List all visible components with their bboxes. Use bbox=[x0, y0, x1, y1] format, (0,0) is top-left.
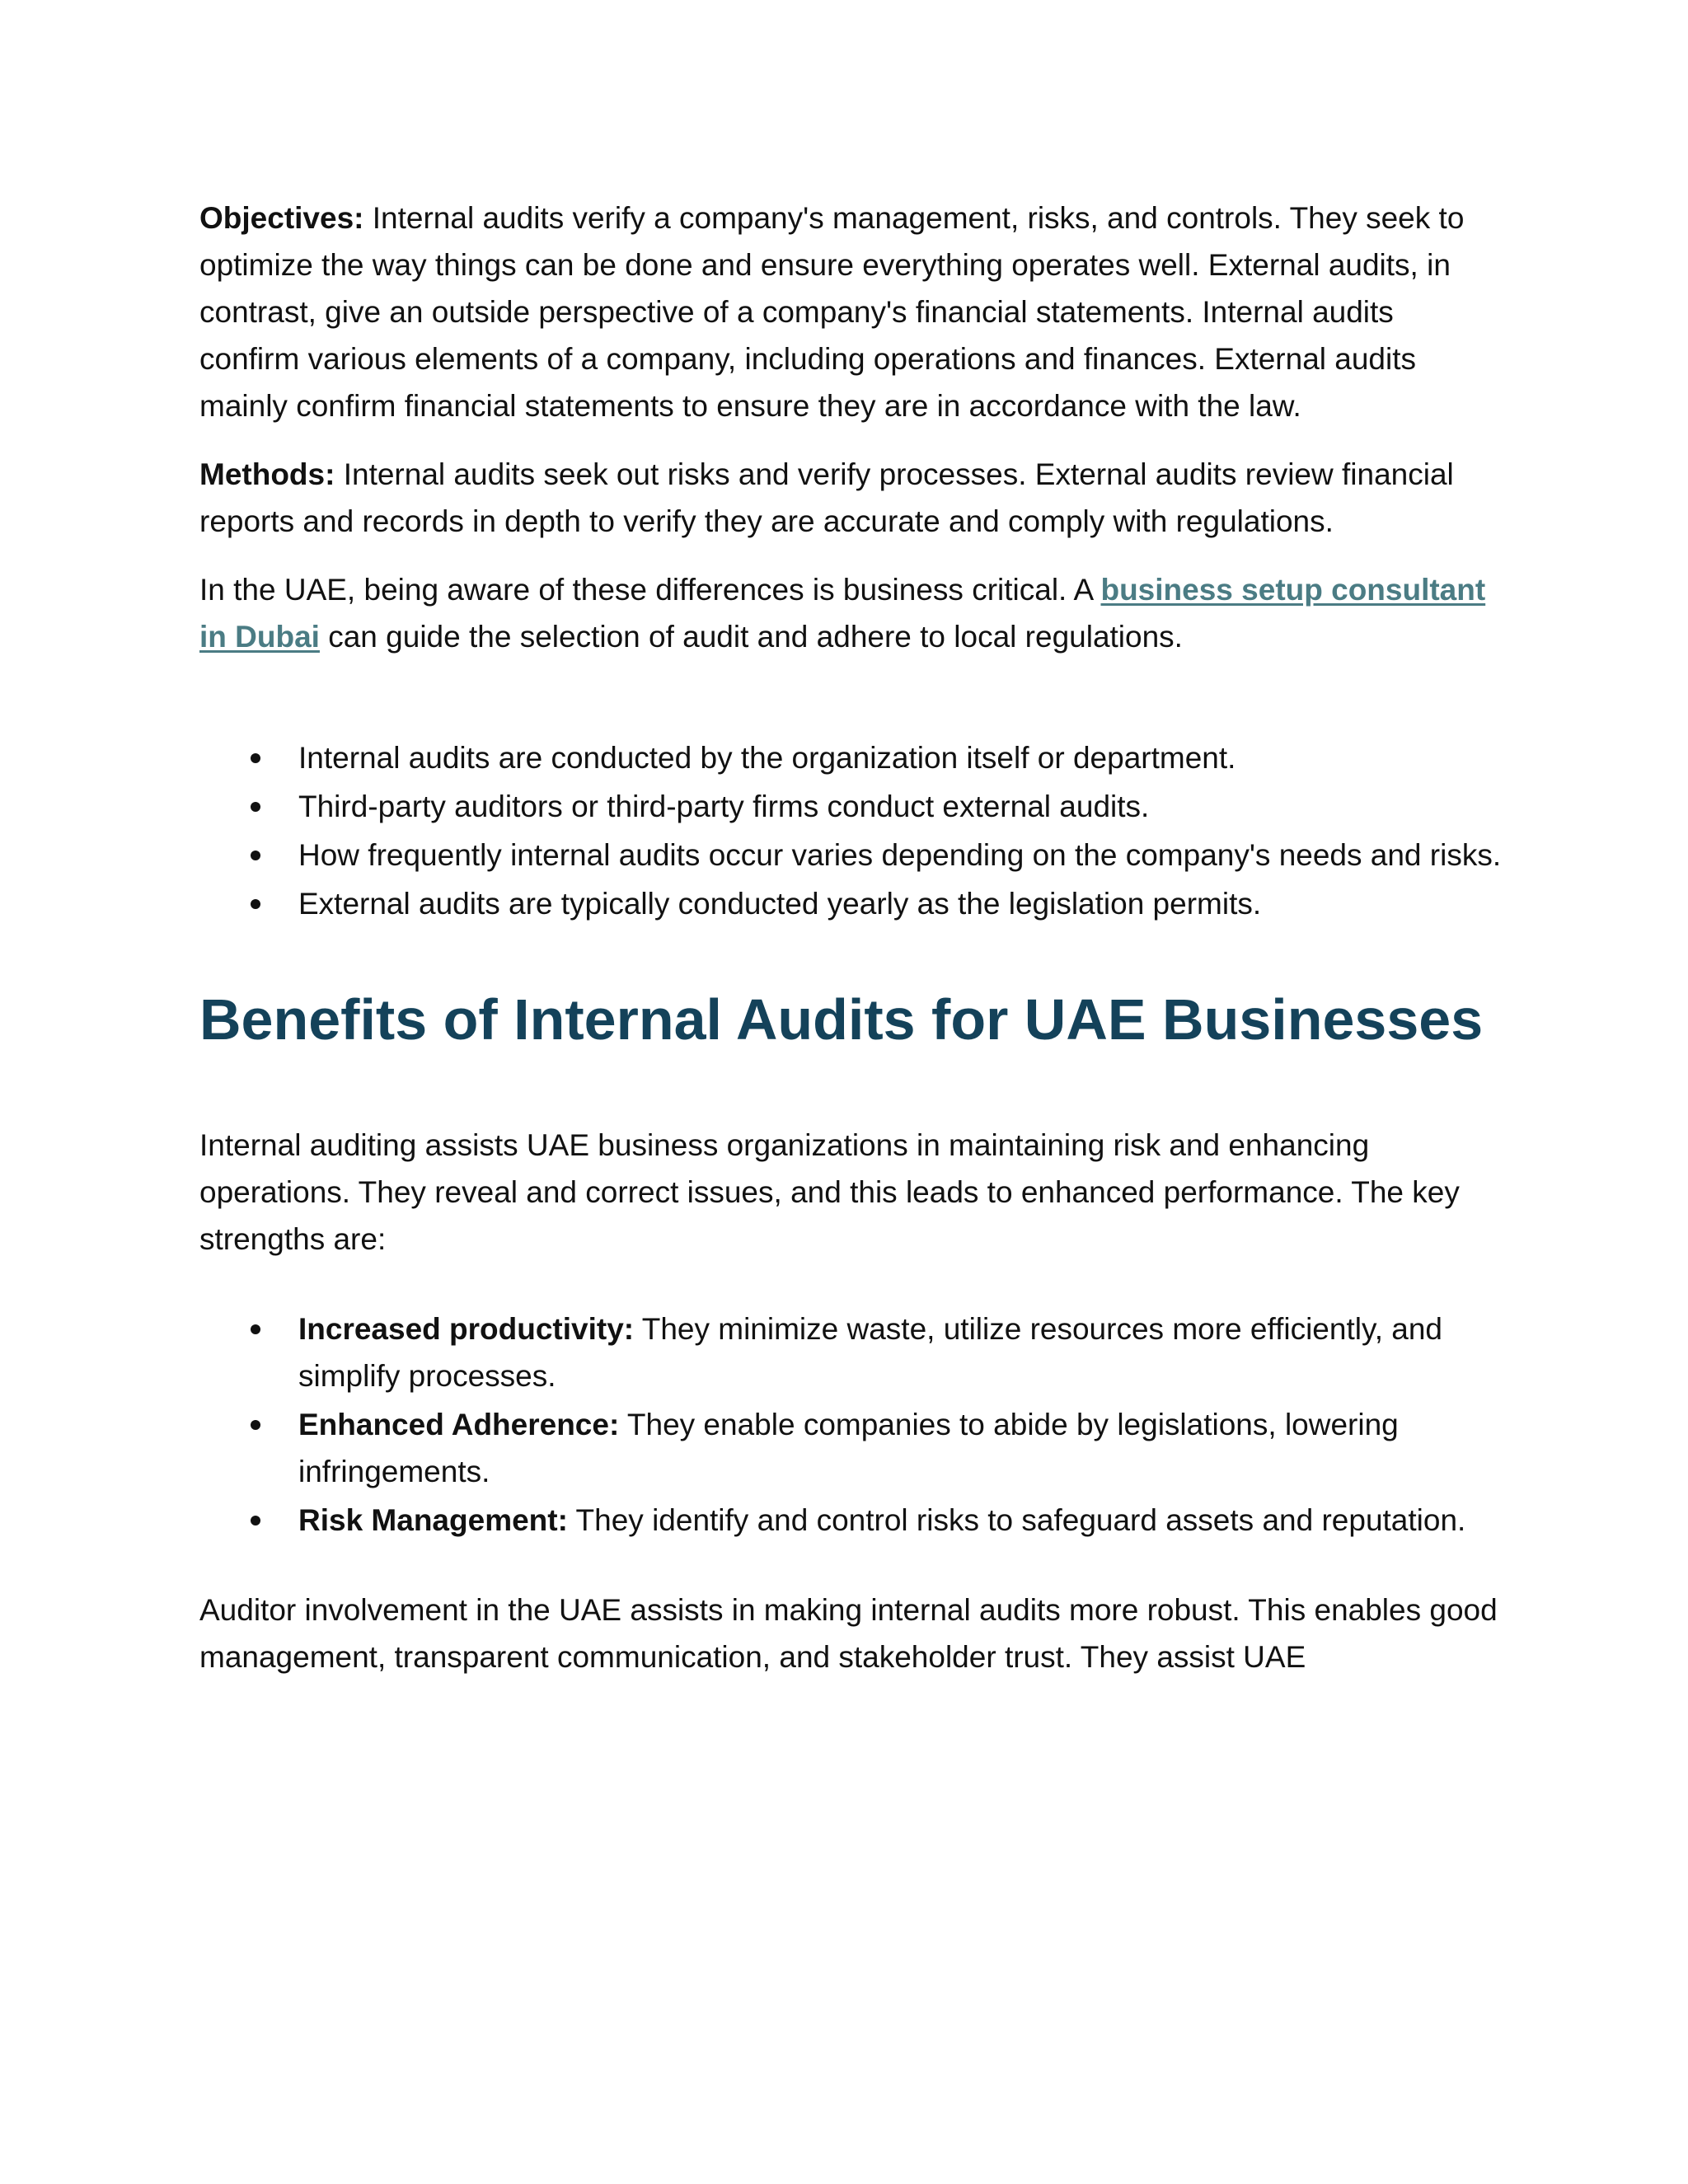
benefit-label: Risk Management: bbox=[298, 1503, 568, 1537]
list-item bbox=[199, 1497, 1502, 1544]
list-item: How frequently internal audits occur varies depending on the company's needs and risks. bbox=[199, 832, 1502, 879]
benefit-text: They enable companies to abide by legislations, lowering infringements. bbox=[298, 1408, 1399, 1488]
methods-label: Methods: bbox=[199, 457, 335, 491]
benefit-label: Increased productivity: bbox=[298, 1312, 635, 1346]
section-heading: Benefits of Internal Audits for UAE Businesses bbox=[199, 987, 1484, 1052]
document-page bbox=[199, 194, 1502, 1680]
benefit-label: Enhanced Adherence: bbox=[298, 1408, 620, 1441]
benefits-list bbox=[199, 1305, 1502, 1544]
list-item bbox=[199, 1305, 1502, 1399]
methods-text: Internal audits seek out risks and verify processes. External audits review financial reports and records in depth to verify they are accurate and comply with regulations. bbox=[199, 457, 1454, 538]
uae-note-before: In the UAE, being aware of these differences is business critical. A bbox=[199, 573, 1101, 607]
list-item: External audits are typically conducted yearly as the legislation permits. bbox=[199, 880, 1502, 927]
intro-paragraph: Internal auditing assists UAE business organizations in maintaining risk and enhancing operations. They reveal and correct issues, and this leads to enhanced performance. The key strengths are: bbox=[199, 1128, 1460, 1256]
closing-paragraph: Auditor involvement in the UAE assists in making internal audits more robust. This enables good management, transparent communication, and stakeholder trust. They assist UAE bbox=[199, 1593, 1498, 1674]
objectives-label: Objectives: bbox=[199, 201, 364, 235]
objectives-text: Internal audits verify a company's management, risks, and controls. They seek to optimize the way things can be done and ensure everything operates well. External audits, in contrast, give an outside perspective of a company's financial statements. Internal audits confirm various elements of a company, including operations and finances. External audits mainly confirm financial statements to ensure they are in accordance with the law. bbox=[199, 201, 1465, 423]
uae-note-paragraph bbox=[199, 566, 1502, 660]
uae-note-after: can guide the selection of audit and adhere to local regulations. bbox=[319, 620, 1183, 654]
benefit-text: They minimize waste, utilize resources more efficiently, and simplify processes. bbox=[298, 1312, 1443, 1393]
list-item: Third-party auditors or third-party firms conduct external audits. bbox=[199, 783, 1502, 830]
business-setup-consultant-link[interactable]: business setup consultant in Dubai bbox=[199, 573, 1486, 654]
list-item: Internal audits are conducted by the organization itself or department. bbox=[199, 734, 1502, 781]
benefit-text: They identify and control risks to safeguard assets and reputation. bbox=[567, 1503, 1466, 1537]
methods-paragraph bbox=[199, 451, 1502, 545]
objectives-paragraph bbox=[199, 194, 1502, 429]
list-item bbox=[199, 1401, 1502, 1495]
differences-list bbox=[199, 734, 1502, 927]
